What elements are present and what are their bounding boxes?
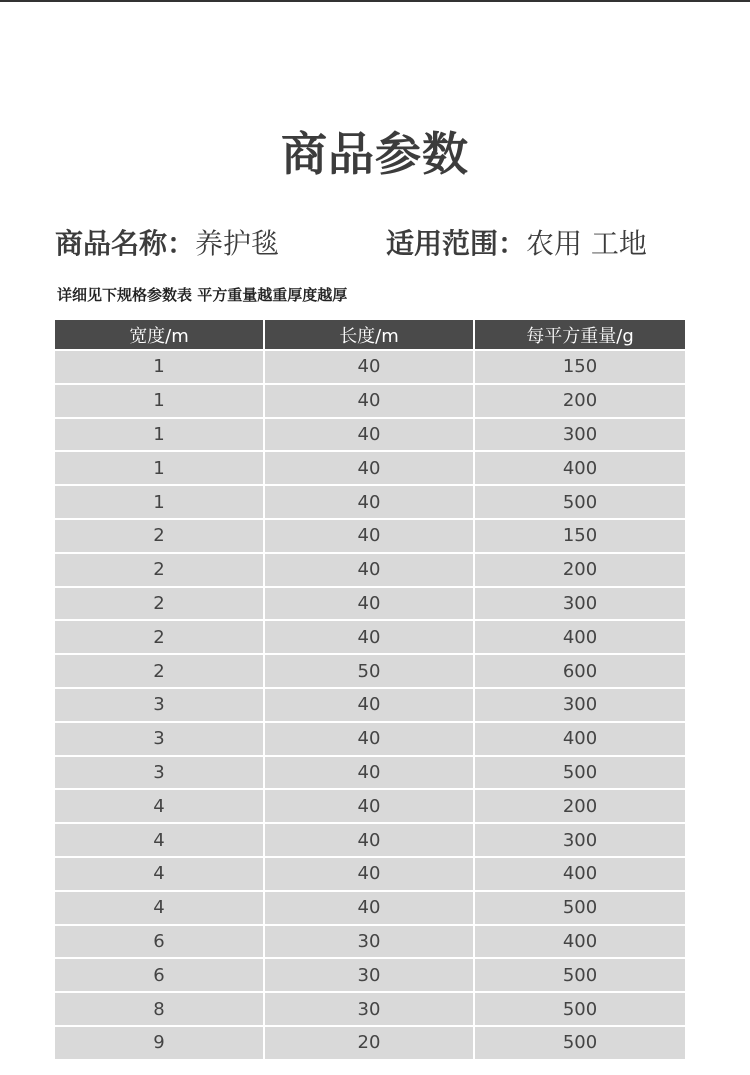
cell-width: 3 — [55, 689, 265, 723]
product-name-label: 商品名称： — [55, 227, 196, 260]
table-row — [55, 621, 685, 655]
table-row — [55, 1027, 685, 1061]
cell-weight: 400 — [475, 452, 685, 486]
page-title: 商品参数 — [281, 127, 469, 181]
usage-scope-value: 农用 工地 — [526, 227, 647, 260]
cell-width: 4 — [55, 824, 265, 858]
table-row — [55, 790, 685, 824]
cell-length: 40 — [265, 858, 475, 892]
cell-length: 40 — [265, 588, 475, 622]
cell-length: 50 — [265, 655, 475, 689]
cell-weight: 200 — [475, 790, 685, 824]
cell-weight: 400 — [475, 723, 685, 757]
cell-length: 40 — [265, 452, 475, 486]
cell-length: 30 — [265, 959, 475, 993]
usage-scope-label: 适用范围： — [386, 227, 527, 260]
product-name-info — [55, 222, 279, 262]
cell-width: 4 — [55, 858, 265, 892]
table-row — [55, 452, 685, 486]
table-header-row — [55, 320, 685, 351]
cell-weight: 500 — [475, 1027, 685, 1061]
cell-length: 30 — [265, 926, 475, 960]
cell-length: 40 — [265, 790, 475, 824]
cell-length: 40 — [265, 824, 475, 858]
table-row — [55, 520, 685, 554]
cell-width: 6 — [55, 959, 265, 993]
cell-weight: 400 — [475, 858, 685, 892]
cell-length: 40 — [265, 757, 475, 791]
cell-width: 1 — [55, 486, 265, 520]
cell-width: 2 — [55, 554, 265, 588]
cell-width: 2 — [55, 621, 265, 655]
cell-width: 2 — [55, 520, 265, 554]
cell-length: 40 — [265, 723, 475, 757]
spec-note: 详细见下规格参数表 平方重量越重厚度越厚 — [57, 286, 348, 304]
table-row — [55, 858, 685, 892]
table-row — [55, 419, 685, 453]
table-row — [55, 757, 685, 791]
cell-width: 6 — [55, 926, 265, 960]
cell-weight: 500 — [475, 757, 685, 791]
header-weight: 每平方重量/g — [475, 320, 685, 351]
cell-weight: 500 — [475, 959, 685, 993]
table-row — [55, 689, 685, 723]
cell-width: 3 — [55, 723, 265, 757]
cell-length: 40 — [265, 689, 475, 723]
spec-table-head — [55, 320, 685, 351]
cell-width: 1 — [55, 419, 265, 453]
cell-weight: 300 — [475, 588, 685, 622]
cell-weight: 500 — [475, 892, 685, 926]
spec-table — [55, 320, 685, 1061]
table-row — [55, 892, 685, 926]
table-row — [55, 926, 685, 960]
cell-length: 20 — [265, 1027, 475, 1061]
header-length: 长度/m — [265, 320, 475, 351]
cell-width: 3 — [55, 757, 265, 791]
cell-length: 40 — [265, 554, 475, 588]
cell-width: 4 — [55, 892, 265, 926]
cell-width: 4 — [55, 790, 265, 824]
cell-weight: 300 — [475, 689, 685, 723]
cell-weight: 150 — [475, 351, 685, 385]
spec-table-body — [55, 351, 685, 1061]
table-row — [55, 655, 685, 689]
cell-length: 40 — [265, 486, 475, 520]
table-row — [55, 959, 685, 993]
top-divider — [0, 0, 750, 2]
cell-weight: 300 — [475, 824, 685, 858]
usage-scope-info — [386, 222, 647, 262]
cell-length: 40 — [265, 351, 475, 385]
cell-weight: 600 — [475, 655, 685, 689]
cell-length: 40 — [265, 419, 475, 453]
cell-width: 1 — [55, 452, 265, 486]
table-row — [55, 486, 685, 520]
table-row — [55, 351, 685, 385]
cell-weight: 500 — [475, 993, 685, 1027]
product-name-value: 养护毯 — [195, 227, 280, 260]
cell-weight: 300 — [475, 419, 685, 453]
cell-weight: 200 — [475, 385, 685, 419]
header-width: 宽度/m — [55, 320, 265, 351]
table-row — [55, 993, 685, 1027]
cell-length: 40 — [265, 385, 475, 419]
table-row — [55, 554, 685, 588]
cell-width: 2 — [55, 655, 265, 689]
cell-width: 8 — [55, 993, 265, 1027]
table-row — [55, 824, 685, 858]
cell-weight: 150 — [475, 520, 685, 554]
table-row — [55, 385, 685, 419]
table-row — [55, 588, 685, 622]
cell-length: 40 — [265, 892, 475, 926]
cell-length: 40 — [265, 520, 475, 554]
cell-weight: 200 — [475, 554, 685, 588]
cell-weight: 400 — [475, 926, 685, 960]
cell-width: 9 — [55, 1027, 265, 1061]
cell-weight: 500 — [475, 486, 685, 520]
cell-length: 40 — [265, 621, 475, 655]
cell-weight: 400 — [475, 621, 685, 655]
cell-width: 1 — [55, 351, 265, 385]
cell-width: 2 — [55, 588, 265, 622]
cell-length: 30 — [265, 993, 475, 1027]
table-row — [55, 723, 685, 757]
cell-width: 1 — [55, 385, 265, 419]
